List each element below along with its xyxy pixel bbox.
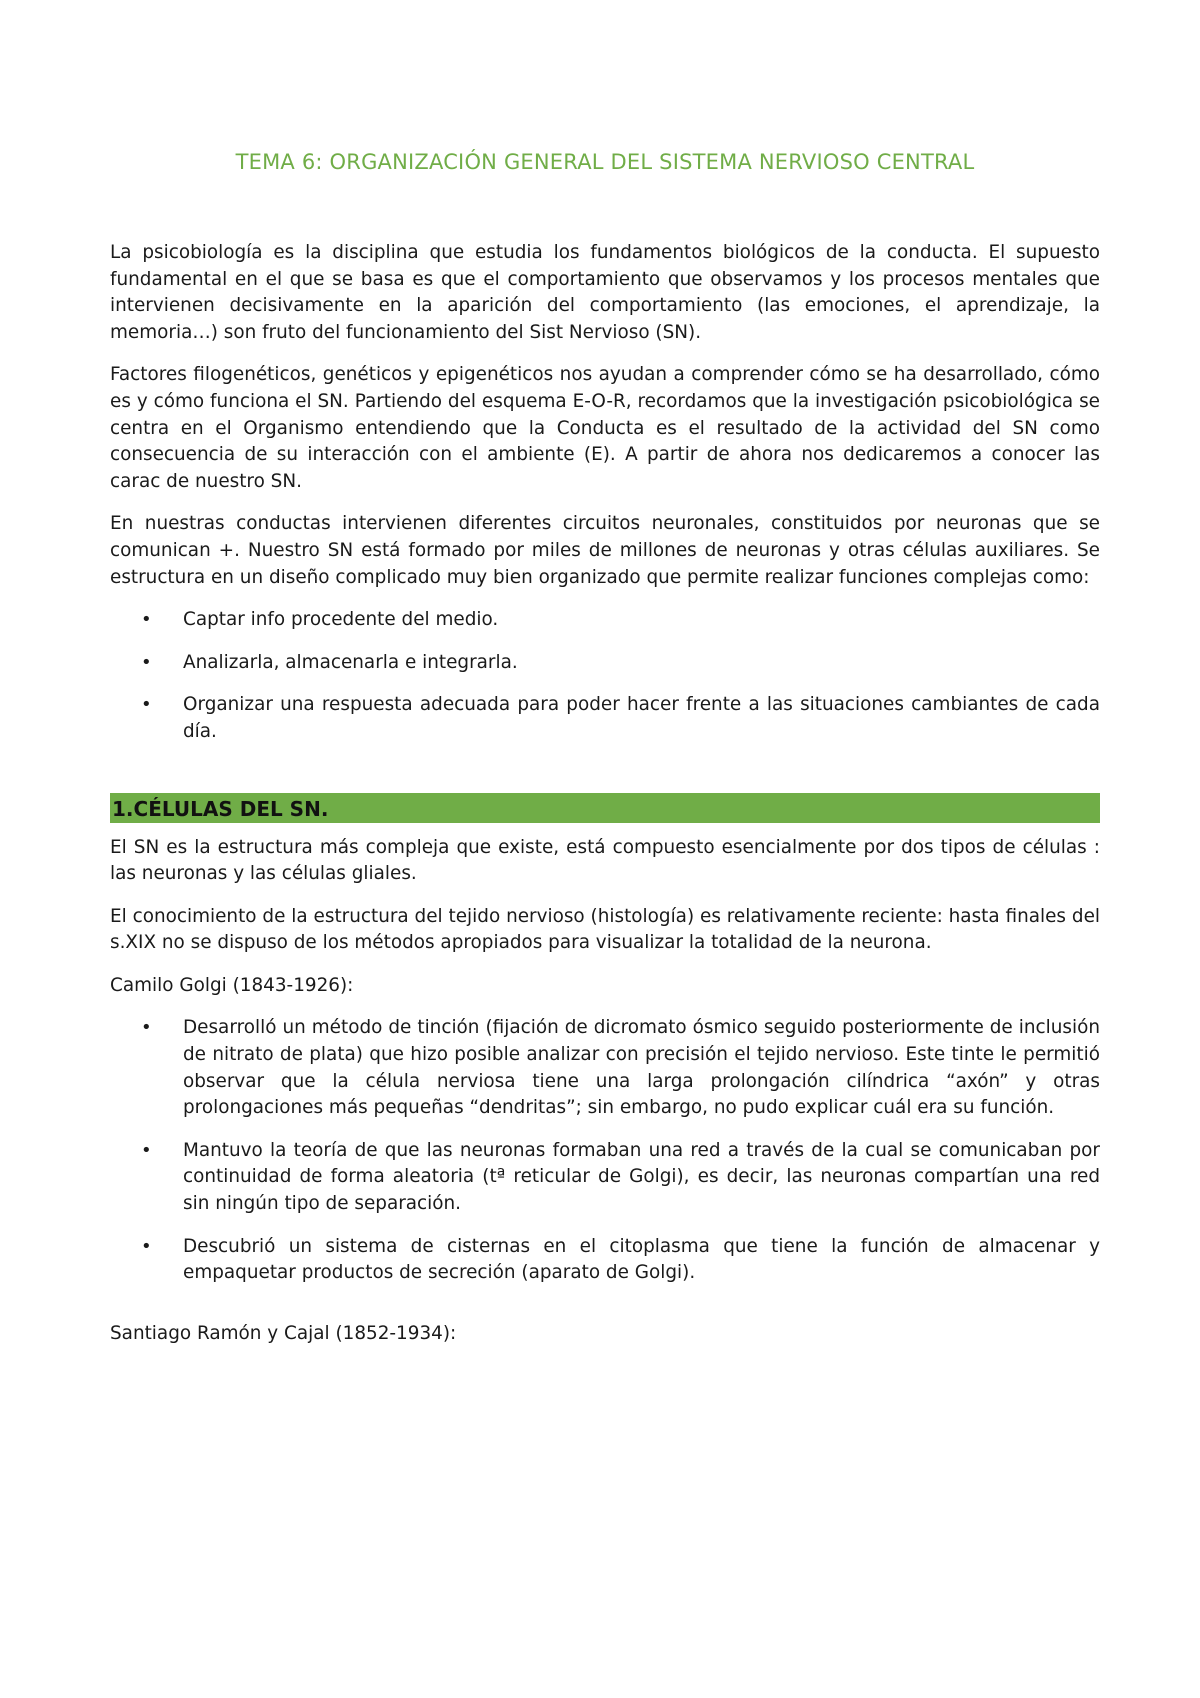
cajal-heading: Santiago Ramón y Cajal (1852-1934): [110, 1322, 457, 1344]
bullet-icon: • [141, 1139, 152, 1161]
bullet-icon: • [141, 609, 152, 631]
list-item [110, 1015, 1100, 1121]
list-item-text: Organizar una respuesta adecuada para poder hacer frente a las situaciones cambiantes de cada día. [183, 694, 1100, 742]
bullet-icon: • [141, 1017, 152, 1039]
section1-paragraph-1: El SN es la estructura más compleja que existe, está compuesto esencialmente por dos tipos de células : las neuronas y las células gliales. [110, 836, 1100, 885]
functions-list [110, 607, 1100, 745]
golgi-heading: Camilo Golgi (1843-1926): [110, 974, 354, 996]
spacer [110, 1303, 1100, 1321]
intro-paragraph-3: En nuestras conductas intervienen diferentes circuitos neuronales, constituidos por neuronas que se comunican +. Nuestro SN está formado por miles de millones de neuronas y otras células auxiliares. Se estructura en un diseño complicado muy bien organizado que permite realizar funciones complejas como: [110, 513, 1100, 588]
list-item [110, 692, 1100, 745]
list-item-text: Mantuvo la teoría de que las neuronas formaban una red a través de la cual se comunicaban por continuidad de forma aleatoria (tª reticular de Golgi), es decir, las neuronas compartían una red sin ningún tipo de separación. [183, 1139, 1100, 1215]
intro-paragraph-2: Factores filogenéticos, genéticos y epigenéticos nos ayudan a comprender cómo se ha desarrollado, cómo es y cómo funciona el SN. Partiendo del esquema E-O-R, recordamos que la investigación psicobiológica se centra en el Organismo entendiendo que la Conducta es el resultado de la actividad del SN como consecuencia de su interacción con el ambiente (E). A partir de ahora nos dedicaremos a conocer las carac de nuestro SN. [110, 364, 1100, 492]
bullet-icon: • [141, 694, 152, 716]
list-item-text: Captar info procedente del medio. [183, 609, 499, 631]
list-item [110, 607, 1100, 634]
document-title: TEMA 6: ORGANIZACIÓN GENERAL DEL SISTEMA NERVIOSO CENTRAL [235, 150, 975, 174]
list-item-text: Analizarla, almacenarla e integrarla. [183, 651, 518, 673]
list-item-text: Desarrolló un método de tinción (fijación de dicromato ósmico seguido posteriormente de inclusión de nitrato de plata) que hizo posible analizar con precisión el tejido nervioso. Este tinte le permitió observar que la célula nerviosa tiene una larga prolongación cilíndrica “axón” y otras prolongaciones más pequeñas “dendritas”; sin embargo, no pudo explicar cuál era su función. [183, 1017, 1100, 1119]
section-heading-cells: 1.CÉLULAS DEL SN. [110, 793, 1100, 823]
section1-paragraph-2: El conocimiento de la estructura del tejido nervioso (histología) es relativamente reciente: hasta finales del s.XIX no se dispuso de los métodos apropiados para visualizar la totalidad de la neurona. [110, 905, 1100, 954]
golgi-list [110, 1015, 1100, 1286]
list-item [110, 1138, 1100, 1218]
intro-paragraph-1: La psicobiología es la disciplina que estudia los fundamentos biológicos de la conducta. El supuesto fundamental en el que se basa es que el comportamiento que observamos y los procesos mentales que intervienen decisivamente en la aparición del comportamiento (las emociones, el aprendizaje, la memoria…) son fruto del funcionamiento del Sist Nervioso (SN). [110, 242, 1100, 343]
list-item [110, 650, 1100, 677]
document-body [110, 240, 1100, 1363]
bullet-icon: • [141, 651, 152, 673]
list-item [110, 1234, 1100, 1287]
bullet-icon: • [141, 1235, 152, 1257]
list-item-text: Descubrió un sistema de cisternas en el citoplasma que tiene la función de almacenar y empaquetar productos de secreción (aparato de Golgi). [183, 1235, 1100, 1284]
